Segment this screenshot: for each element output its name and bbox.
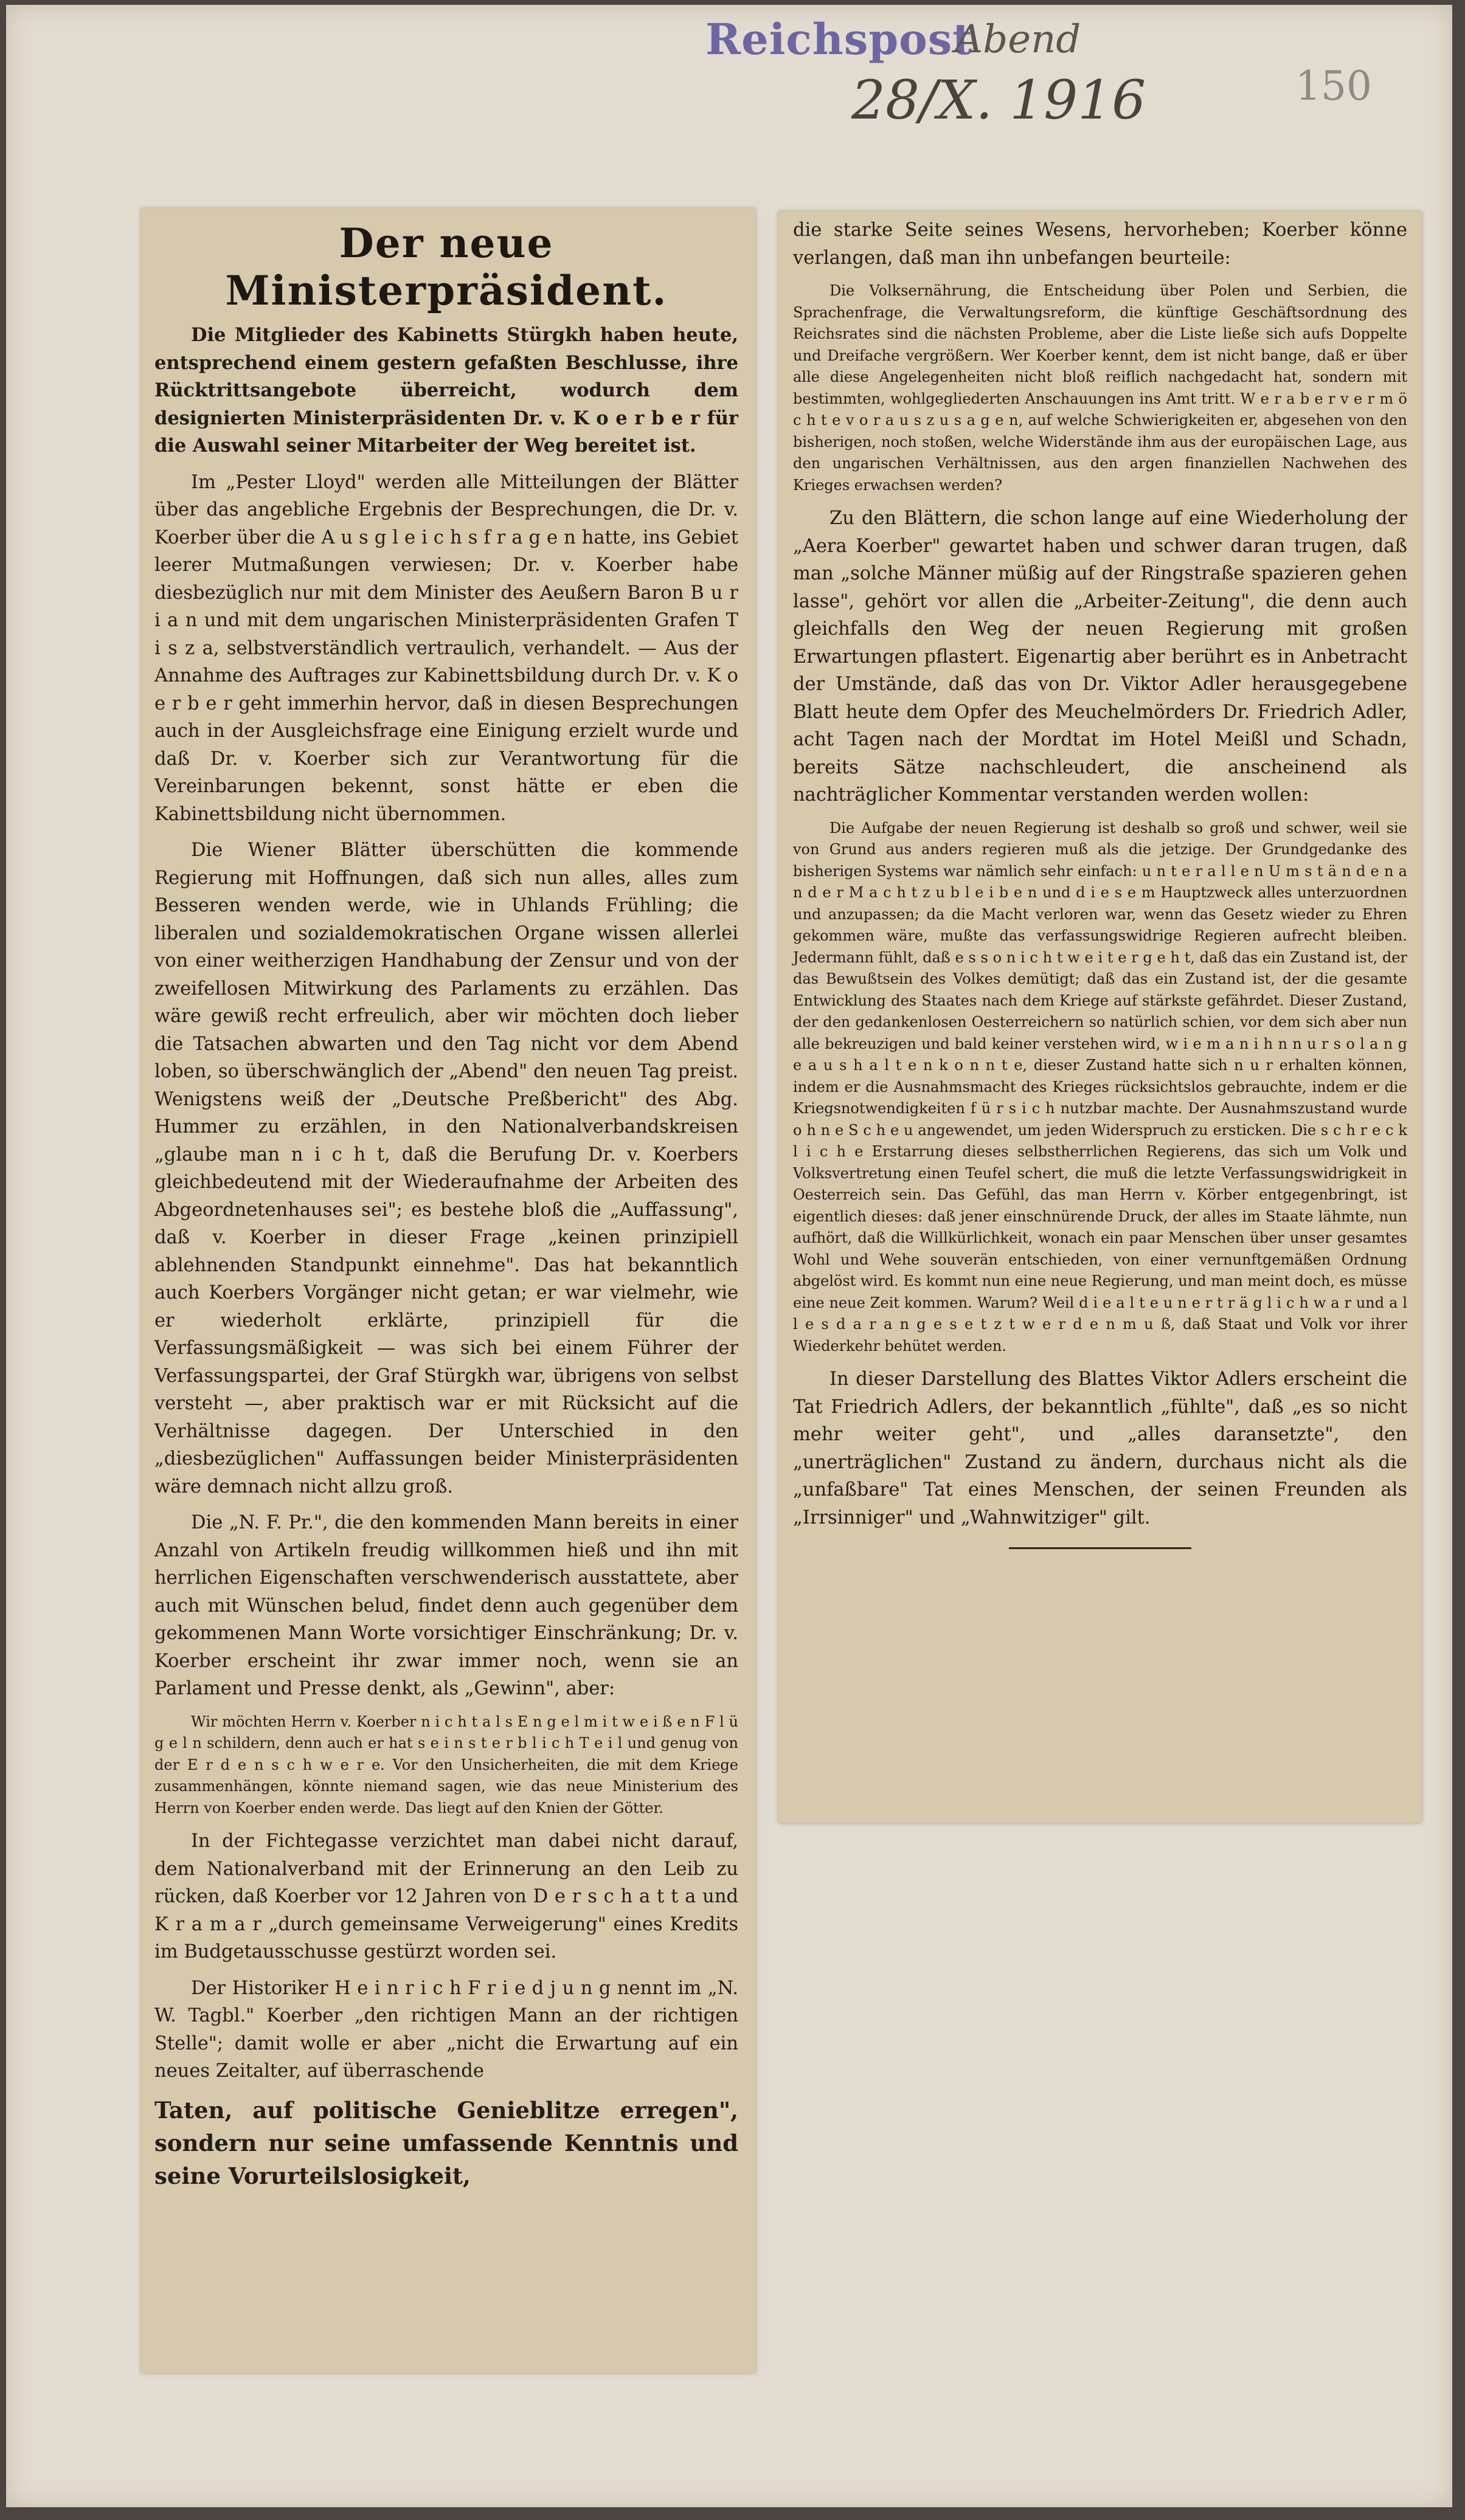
- end-rule: [1009, 1547, 1191, 1549]
- right-column-paragraph: In dieser Darstellung des Blattes Viktor Adlers erscheint die Tat Friedrich Adlers, der bekanntlich „fühlte", daß „es so nicht mehr weiter geht", und „alles daransetzte", den „unerträglichen" Zustand zu ändern, durchaus nicht als die „unfaßbare" Tat eines Menschen, der seinen Freunden als „Irrsinniger" und „Wahnwitziger" gilt.: [793, 1369, 1407, 1528]
- left-column-body: [154, 322, 738, 2192]
- left-column-paragraph: Taten, auf politische Genieblitze erregen", sondern nur seine umfassende Kenntnis und seine Vorurteilslosigkeit,: [154, 2096, 738, 2189]
- archive-sheet: [6, 5, 1452, 2507]
- stamp-handwritten-note: Abend: [955, 17, 1081, 62]
- newspaper-stamp: Reichspost: [705, 14, 973, 64]
- handwritten-date: 28/X. 1916: [851, 69, 1146, 131]
- left-column-paragraph: Die „N. F. Pr.", die den kommenden Mann bereits in einer Anzahl von Artikeln freudig willkommen hieß und ihn mit herrlichen Eigenschaften verschwenderisch ausstattete, aber auch mit Wünschen belud, findet denn auch gegenüber dem gekommenen Mann Worte vorsichtiger Einschränkung; Dr. v. Koerber erscheint ihr zwar immer noch, wenn sie an Parlament und Presse denkt, als „Gewinn", aber:: [154, 1512, 738, 1699]
- column-left: [154, 209, 738, 2201]
- clipping-right: [778, 212, 1422, 1823]
- right-column-paragraph: Zu den Blättern, die schon lange auf eine Wiederholung der „Aera Koerber" gewartet haben und schwer daran trugen, daß man „solche Männer müßig auf der Ringstraße spazieren gehen lasse", gehört vor allen die „Arbeiter-Zeitung", die denn auch gleichfalls den Weg der neuen Regierung mit großen Erwartungen pflastert. Eigenartig aber berührt es in Anbetracht der Umstände, daß das von Dr. Viktor Adler herausgegebene Blatt heute dem Opfer des Meuchelmörders Dr. Friedrich Adler, acht Tagen nach der Mordtat im Hotel Meißl und Schadn, bereits Sätze nachschleudert, die anscheinend als nachträglicher Kommentar verstanden werden wollen:: [793, 508, 1407, 806]
- clipping-left: [141, 209, 755, 2373]
- left-column-paragraph: Die Wiener Blätter überschütten die kommende Regierung mit Hoffnungen, daß sich nun alles, alles zum Besseren wenden werde, wie in Uhlands Frühling; die liberalen und sozialdemokratischen Organe wissen allerlei von einer weitherzigen Handhabung der Zensur und von der zweifellosen Mitwirkung des Parlaments zu erzählen. Das wäre gewiß recht erfreulich, aber wir möchten doch lieber die Tatsachen abwarten und den Tag nicht vor dem Abend loben, so überschwänglich der „Abend" den neuen Tag preist. Wenigstens weiß der „Deutsche Preßbericht" des Abg. Hummer zu erzählen, in den Nationalverbandskreisen „glaube man n i c h t, daß die Berufung Dr. v. Koerbers gleichbedeutend mit der Wiederaufnahme der Arbeiten des Abgeordnetenhauses sei"; es bestehe bloß die „Auffassung", daß v. Koerber in dieser Frage „keinen prinzipiell ablehnenden Standpunkt einnehme". Das hat bekanntlich auch Koerbers Vorgänger nicht getan; er war vielmehr, wie er wiederholt erklärte, prinzipiell für die Verfassungsmäßigkeit — was sich bei einem Führer der Verfassungspartei, der Graf Stürgkh war, übrigens von selbst versteht —, aber praktisch war er mit Rücksicht auf die Verhältnisse dagegen. Der Unterschied in den „diesbezüglichen" Auffassungen beider Ministerpräsidenten wäre demnach nicht allzu groß.: [154, 840, 738, 1497]
- right-column-paragraph: Die Volksernährung, die Entscheidung über Polen und Serbien, die Sprachenfrage, die Verwaltungsreform, die künftige Geschäftsordnung des Reichsrates sind die nächsten Probleme, aber die Liste ließe sich aufs Doppelte und Dreifache vergrößern. Wer Koerber kennt, dem ist nicht bange, daß er über alle diese Angelegenheiten nicht bloß reiflich nachgedacht hat, sondern mit bestimmten, wohlgegliederten Anschauungen ins Amt tritt. W e r a b e r v e r m ö c h t e v o r a u s z u s a g e n, auf welche Schwierigkeiten er, abgesehen von den bisherigen, noch stoßen, welche Widerstände ihm aus der europäischen Lage, aus den ungarischen Verhältnissen, aus den argen finanziellen Nachwehen des Krieges erwachsen werden?: [793, 282, 1407, 494]
- left-column-paragraph: In der Fichtegasse verzichtet man dabei nicht darauf, dem Nationalverband mit der Erinnerung an den Leib zu rücken, daß Koerber vor 12 Jahren von D e r s c h a t t a und K r a m a r „durch gemeinsame Verweigerung" eines Kredits im Budgetausschusse gestürzt worden sei.: [154, 1831, 738, 1962]
- headline: Der neue Ministerpräsident.: [225, 219, 668, 314]
- left-column-paragraph: Die Mitglieder des Kabinetts Stürgkh haben heute, entsprechend einem gestern gefaßten Beschlusse, ihre Rücktrittsangebote überreicht, wodurch dem designierten Ministerpräsidenten Dr. v. K o e r b e r für die Auswahl seiner Mitarbeiter der Weg bereitet ist.: [154, 324, 738, 457]
- column-right: [793, 216, 1407, 1565]
- right-column-paragraph: Die Aufgabe der neuen Regierung ist deshalb so groß und schwer, weil sie von Grund aus anders regieren muß als die jetzige. Der Grundgedanke des bisherigen Systems war nämlich sehr einfach: u n t e r a l l e n U m s t ä n d e n a n d e r M a c h t z u b l e i b e n und d i e s e m Hauptzweck alles unterzuordnen und anzupassen; da die Macht verloren war, wenn das Gesetz wieder zu Ehren gekommen wäre, mußte das verfassungswidrige Regieren aufrecht bleiben. Jedermann fühlt, daß e s s o n i c h t w e i t e r g e h t, daß das ein Zustand ist, der das Bewußtsein des Volkes demütigt; daß das ein Zustand ist, der die gesamte Entwicklung des Staates nach dem Kriege auf stärkste gefährdet. Dieser Zustand, der den gedankenlosen Oesterreichern so natürlich schien, vor dem sich aber nun alle bekreuzigen und bald keiner verstehen wird, w i e m a n i h n n u r s o l a n g e a u s h a l t e n k o n n t e, dieser Zustand hatte sich n u r erhalten können, indem er die Ausnahmsmacht des Krieges rücksichtslos gebrauchte, indem er die Kriegsnotwendigkeiten f ü r s i c h nutzbar machte. Der Ausnahmszustand wurde o h n e S c h e u angewendet, um jeden Widerspruch zu ersticken. Die s c h r e c k l i c h e Erstarrung dieses selbstherrlichen Regierens, das sich um Volk und Volksvertretung einen Teufel schert, die muß die letzte Verfassungswidrigkeit in Oesterreich sein. Das Gefühl, das man Herrn v. Körber entgegenbringt, ist eigentlich dieses: daß jener einschnürende Druck, der alles im Staate lähmte, nun aufhört, daß die Willkürlichkeit, wonach ein paar Menschen über unser gesamtes Wohl und Wehe souverän entschieden, von einer vernunftgemäßen Ordnung abgelöst wird. Es kommt nun eine neue Regierung, und man meint doch, es müsse eine neue Zeit kommen. Warum? Weil d i e a l t e u n e r t r ä g l i c h w a r und a l l e s d a r a n g e s e t z t w e r d e n m u ß, daß Staat und Volk vor ihrer Wiederkehr behütet werden.: [793, 819, 1407, 1355]
- left-column-paragraph: Wir möchten Herrn v. Koerber n i c h t a l s E n g e l m i t w e i ß e n F l ü g e l n schildern, denn auch er hat s e i n s t e r b l i c h T e i l und genug von der E r d e n s c h w e r e. Vor den Unsicherheiten, die mit dem Kriege zusammenhängen, könnte niemand sagen, wie das neue Ministerium des Herrn von Koerber enden werde. Das liegt auf den Knien der Götter.: [154, 1713, 738, 1817]
- right-column-body: [793, 216, 1407, 1531]
- left-column-paragraph: Im „Pester Lloyd" werden alle Mitteilungen der Blätter über das angebliche Ergebnis der Besprechungen, die Dr. v. Koerber über die A u s g l e i c h s f r a g e n hatte, ins Gebiet leerer Mutmaßungen verwiesen; Dr. v. Koerber habe diesbezüglich nur mit dem Minister des Aeußern Baron B u r i a n und mit dem ungarischen Ministerpräsidenten Grafen T i s z a, selbstverständlich vertraulich, verhandelt. — Aus der Annahme des Auftrages zur Kabinettsbildung durch Dr. v. K o e r b e r geht immerhin hervor, daß in diesen Besprechungen auch in der Ausgleichsfrage eine Einigung erzielt wurde und daß Dr. v. Koerber sich zur Verantwortung für die Vereinbarungen bekennt, sonst hätte er eben die Kabinettsbildung nicht übernommen.: [154, 471, 738, 825]
- left-column-paragraph: Der Historiker H e i n r i c h F r i e d j u n g nennt im „N. W. Tagbl." Koerber „den richtigen Mann an der richtigen Stelle"; damit wolle er aber „nicht die Erwartung auf ein neues Zeitalter, auf überraschende: [154, 1977, 738, 2082]
- page-number: 150: [1295, 63, 1372, 109]
- right-column-paragraph: die starke Seite seines Wesens, hervorheben; Koerber könne verlangen, daß man ihn unbefangen beurteile:: [793, 219, 1407, 269]
